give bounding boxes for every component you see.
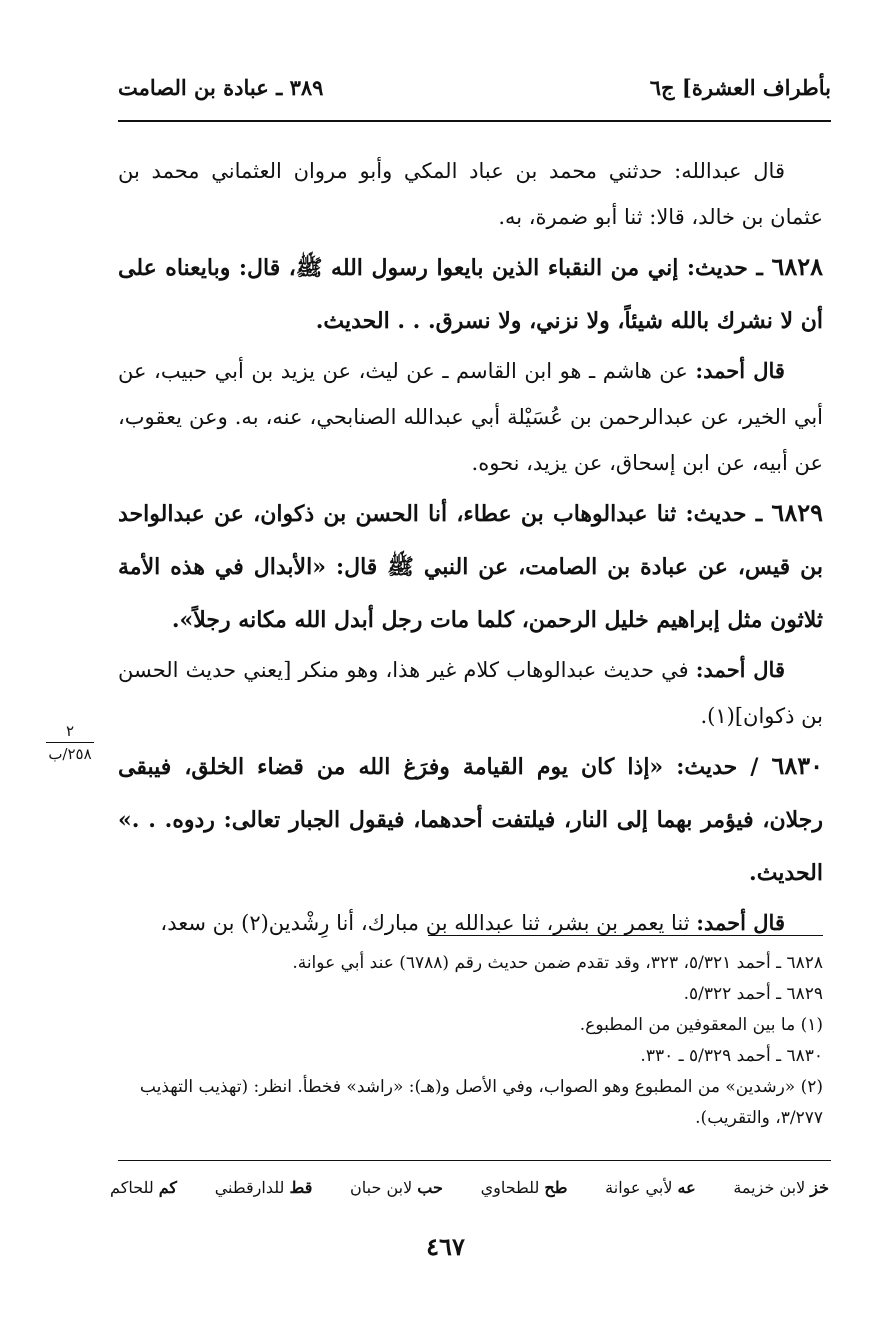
- paragraph-ahmad-3: [118, 900, 823, 946]
- abbreviation: خز لابن خزيمة: [733, 1178, 829, 1197]
- footnote-rule: [428, 935, 823, 936]
- running-header-right: بأطراف العشرة] ج٦: [649, 75, 831, 100]
- folio-divider: [46, 742, 94, 743]
- manuscript-folio-note: [40, 722, 100, 763]
- footnotes: [118, 948, 823, 1134]
- folio-top: ٢: [65, 722, 75, 740]
- hadith-6830: [118, 739, 823, 900]
- paragraph-ahmad-2: [118, 647, 823, 739]
- abbreviation: كم للحاكم: [110, 1178, 178, 1197]
- abbreviation: طح للطحاوي: [480, 1178, 568, 1197]
- abbreviation: قط للدارقطني: [214, 1178, 313, 1197]
- hadith-text: ـ حديث: ثنا عبدالوهاب بن عطاء، أنا الحسن بن ذكوان، عن عبدالواحد بن قيس، عن عبادة بن الصامت، عن النبي ﷺ قال: «الأبدال في هذه الأمة ثلاثون مثل إبراهيم خليل الرحمن، كلما مات رجل أبدل الله مكانه رجلاً».: [118, 501, 823, 633]
- hadith-number: ٦٨٢٨: [771, 252, 823, 281]
- header-rule: [118, 120, 831, 122]
- abbreviations-rule: [118, 1160, 831, 1161]
- abbreviation: حب لابن حبان: [350, 1178, 443, 1197]
- footnote: ٦٨٢٩ ـ أحمد ٥/٣٢٢.: [683, 984, 823, 1004]
- hadith-text: ـ حديث: إني من النقباء الذين بايعوا رسول الله ﷺ، قال: وبايعناه على أن لا نشرك بالله شيئاً، ولا نزني، ولا نسرق. . . الحديث.: [118, 255, 823, 334]
- paragraph-ahmad-1: [118, 348, 823, 486]
- footnote: (٢) «رشدين» من المطبوع وهو الصواب، وفي الأصل و(هـ): «راشد» فخطأ. انظر: (تهذيب التهذيب ٣/٢٧٧، والتقريب).: [139, 1077, 823, 1128]
- hadith-6828: [118, 240, 823, 348]
- running-header-left: ٣٨٩ ـ عبادة بن الصامت: [118, 75, 324, 100]
- footnote: ٦٨٢٨ ـ أحمد ٥/٣٢١، ٣٢٣، وقد تقدم ضمن حديث رقم (٦٧٨٨) عند أبي عوانة.: [292, 953, 823, 973]
- speaker-label: قال أحمد:: [695, 358, 785, 383]
- paragraph-abdullah: قال عبدالله: حدثني محمد بن عباد المكي وأبو مروان العثماني محمد بن عثمان بن خالد، قالا: ثنا أبو ضمرة، به.: [118, 159, 823, 229]
- hadith-text: / حديث: «إذا كان يوم القيامة وفرَغ الله من قضاء الخلق، فيبقى رجلان، فيؤمر بهما إلى النار، فيلتفت أحدهما، فيقول الجبار تعالى: ردوه. . .» الحديث.: [118, 754, 823, 886]
- abbreviations-legend: [110, 1178, 829, 1197]
- main-text: [118, 148, 823, 946]
- hadith-number: ٦٨٢٩: [771, 498, 823, 527]
- speaker-label: قال أحمد:: [695, 657, 785, 682]
- footnote: (١) ما بين المعقوفين من المطبوع.: [579, 1015, 823, 1035]
- paragraph-text: عن هاشم ـ هو ابن القاسم ـ عن ليث، عن يزيد بن أبي حبيب، عن أبي الخير، عن عبدالرحمن بن عُسَيْلة أبي عبدالله الصنابحي، عنه، به. وعن يعقوب، عن أبيه، عن ابن إسحاق، عن يزيد، نحوه.: [118, 359, 823, 475]
- page-number: ٤٦٧: [426, 1232, 465, 1261]
- abbreviation: عه لأبي عوانة: [605, 1178, 696, 1197]
- hadith-6829: [118, 486, 823, 647]
- footnote: ٦٨٣٠ ـ أحمد ٥/٣٢٩ ـ ٣٣٠.: [640, 1046, 823, 1066]
- paragraph-text: في حديث عبدالوهاب كلام غير هذا، وهو منكر [يعني حديث الحسن بن ذكوان](١).: [118, 658, 823, 728]
- paragraph-text: ثنا يعمر بن بشر، ثنا عبدالله بن مبارك، أنا رِشْدين(٢) بن سعد،: [160, 911, 690, 935]
- hadith-number: ٦٨٣٠: [771, 751, 823, 780]
- speaker-label: قال أحمد:: [696, 910, 785, 935]
- folio-bottom: ٢٥٨/ب: [48, 745, 92, 763]
